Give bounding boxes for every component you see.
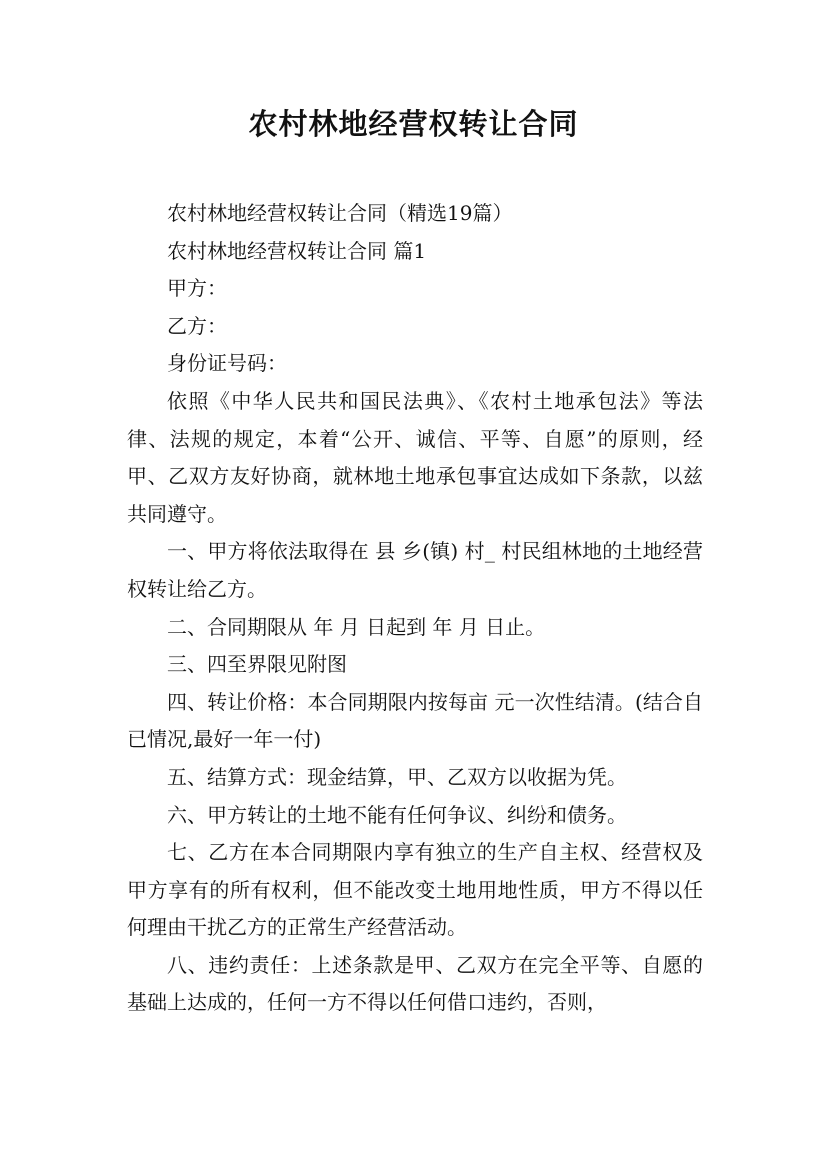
paragraph-party-a: 甲方： xyxy=(167,276,227,301)
paragraph-section-heading: 农村林地经营权转让合同 篇1 xyxy=(167,238,427,263)
document-title: 农村林地经营权转让合同 xyxy=(248,107,579,141)
paragraph-clause-2: 二、合同期限从 年 月 日起到 年 月 日止。 xyxy=(167,614,546,639)
paragraph-id-number: 身份证号码： xyxy=(167,351,287,376)
paragraph-clause-1: 一、甲方将依法取得在 县 乡(镇) 村_ 村民组林地的土地经营权转让给乙方。 xyxy=(127,539,703,601)
paragraph-clause-3: 三、四至界限见附图 xyxy=(167,652,347,677)
paragraph-clause-6: 六、甲方转让的土地不能有任何争议、纠纷和债务。 xyxy=(167,802,627,827)
paragraph-party-b: 乙方： xyxy=(167,313,227,338)
paragraph-clause-5: 五、结算方式：现金结算，甲、乙双方以收据为凭。 xyxy=(167,764,627,789)
paragraph-clause-8: 八、违约责任：上述条款是甲、乙双方在完全平等、自愿的基础上达成的，任何一方不得以任何借口违约，否则， xyxy=(127,952,703,1015)
paragraph-clause-4: 四、转让价格：本合同期限内按每亩 元一次性结清。(结合自已情况,最好一年一付) xyxy=(127,689,703,752)
document-body xyxy=(127,195,703,1022)
paragraph-clause-7: 七、乙方在本合同期限内享有独立的生产自主权、经营权及甲方享有的所有权利，但不能改变土地用地性质，甲方不得以任何理由干扰乙方的正常生产经营活动。 xyxy=(127,840,703,940)
paragraph-preamble: 依照《中华人民共和国民法典》、《农村土地承包法》等法律、法规的规定，本着“公开、诚信、平等、自愿”的原则，经甲、乙双方友好协商，就林地土地承包事宜达成如下条款，以兹共同遵守。 xyxy=(127,388,703,526)
paragraph-subtitle: 农村林地经营权转让合同（精选19篇） xyxy=(167,201,513,225)
